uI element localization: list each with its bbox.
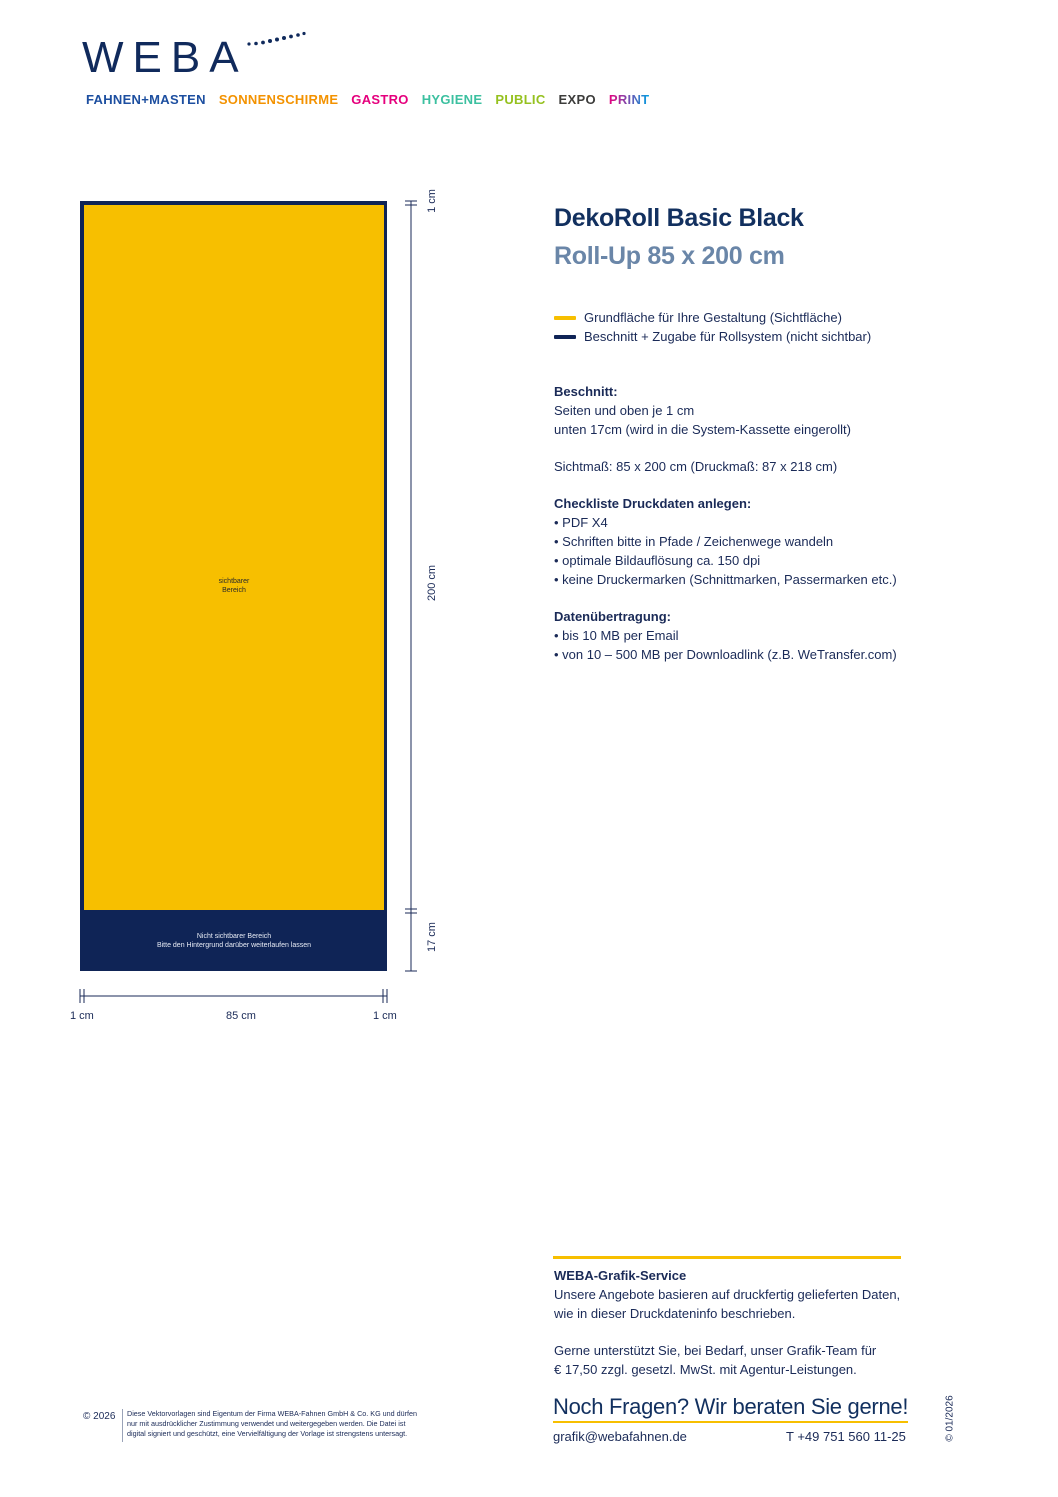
beschnitt-heading: Beschnitt:: [554, 384, 618, 399]
nonvisible-area-label: Nicht sichtbarer Bereich Bitte den Hintergrund darüber weiterlaufen lassen: [156, 933, 312, 949]
version-label: © 01/2026: [944, 1395, 956, 1442]
footer-divider: [122, 1409, 123, 1442]
transfer-heading: Datenübertragung:: [554, 609, 671, 624]
sichtmass-text: Sichtmaß: 85 x 200 cm (Druckmaß: 87 x 218 cm): [554, 459, 838, 474]
footer-copyright: © 2026: [83, 1411, 116, 1422]
dim-right-label: 1 cm: [373, 1010, 397, 1022]
print-info: [554, 382, 974, 664]
phone-number[interactable]: T +49 751 560 11-25: [786, 1429, 906, 1444]
legend-item-bleed: [554, 327, 871, 346]
checklist-item: • keine Druckermarken (Schnittmarken, Passermarken etc.): [554, 572, 897, 587]
service-heading: WEBA-Grafik-Service: [554, 1268, 687, 1283]
dim-height-label: 200 cm: [426, 564, 438, 602]
service-text: wie in dieser Druckdateninfo beschrieben.: [554, 1306, 796, 1321]
transfer-item: • von 10 – 500 MB per Downloadlink (z.B. WeTransfer.com): [554, 647, 897, 662]
legend-item-visible: [554, 308, 871, 327]
category-expo: EXPO: [558, 92, 596, 107]
legend-swatch-visible: [554, 316, 576, 320]
dim-width-label: 85 cm: [226, 1010, 256, 1022]
product-title: DekoRoll Basic Black: [554, 204, 804, 232]
visible-area-label: sichtbarer Bereich: [218, 578, 250, 594]
beschnitt-line: unten 17cm (wird in die System-Kassette eingerollt): [554, 422, 851, 437]
category-fahnen-masten: FAHNEN+MASTEN: [86, 92, 206, 107]
checklist-item: • PDF X4: [554, 515, 608, 530]
dim-left-label: 1 cm: [70, 1010, 94, 1022]
legend-label: Beschnitt + Zugabe für Rollsystem (nicht sichtbar): [584, 329, 872, 344]
category-gastro: GASTRO: [351, 92, 409, 107]
service-text: Gerne unterstützt Sie, bei Bedarf, unser Grafik-Team für: [554, 1343, 877, 1358]
email-link[interactable]: grafik@webafahnen.de: [553, 1429, 687, 1444]
legend-swatch-bleed: [554, 335, 576, 339]
service-text: Unsere Angebote basieren auf druckfertig gelieferten Daten,: [554, 1287, 901, 1302]
footer-legal: Diese Vektorvorlagen sind Eigentum der Firma WEBA-Fahnen GmbH & Co. KG und dürfen nur mit ausdrücklicher Zustimmung verwendet und weitergegeben werden. Die Datei ist digital signiert und geschützt, eine Vervielfältigung der Vorlage ist strengstens untersagt.: [127, 1409, 418, 1438]
category-sonnenschirme: SONNENSCHIRME: [218, 92, 339, 107]
dim-top-label: 1 cm: [426, 189, 438, 213]
checklist-heading: Checkliste Druckdaten anlegen:: [554, 496, 752, 511]
dim-bottom-label: 17 cm: [426, 922, 438, 952]
checklist-item: • Schriften bitte in Pfade / Zeichenwege wandeln: [554, 534, 834, 549]
legend-label: Grundfläche für Ihre Gestaltung (Sichtfläche): [584, 310, 842, 325]
contact-question: Noch Fragen? Wir beraten Sie gerne!: [553, 1394, 908, 1423]
grafik-service: [554, 1266, 914, 1379]
transfer-item: • bis 10 MB per Email: [554, 628, 679, 643]
service-divider: [553, 1256, 901, 1259]
category-public: PUBLIC: [495, 92, 546, 107]
category-print: PRINT: [608, 92, 650, 107]
company-logo: WEBA: [82, 33, 248, 82]
beschnitt-line: Seiten und oben je 1 cm: [554, 403, 695, 418]
service-text: € 17,50 zzgl. gesetzl. MwSt. mit Agentur-Leistungen.: [554, 1362, 857, 1377]
checklist-item: • optimale Bildauflösung ca. 150 dpi: [554, 553, 761, 568]
product-subtitle: Roll-Up 85 x 200 cm: [554, 242, 785, 270]
color-legend: [554, 308, 871, 346]
category-hygiene: HYGIENE: [421, 92, 483, 107]
